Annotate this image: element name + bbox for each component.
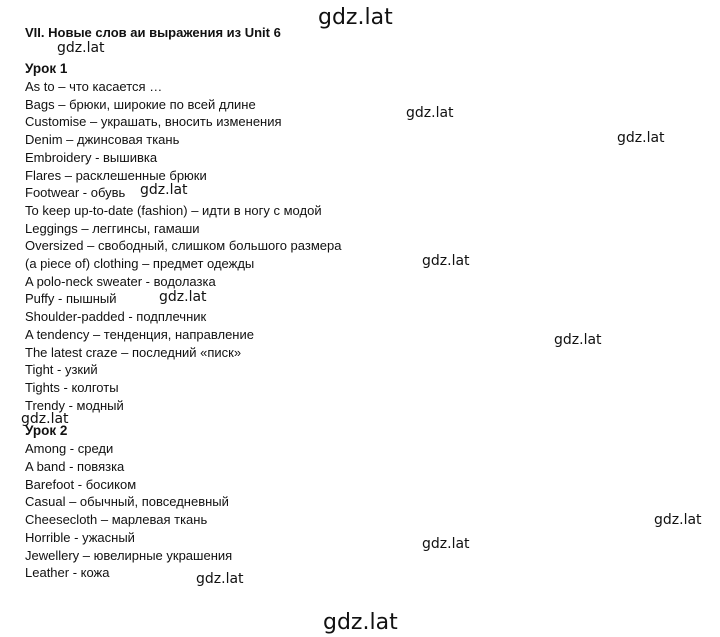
watermark: gdz.lat: [196, 571, 244, 587]
vocab-item: A tendency – тенденция, направление: [25, 326, 254, 342]
vocab-item: Trendy - модный: [25, 397, 124, 413]
watermark-bottom: gdz.lat: [323, 610, 398, 635]
watermark: gdz.lat: [422, 536, 470, 552]
vocab-item: Customise – украшать, вносить изменения: [25, 114, 282, 130]
watermark: gdz.lat: [140, 182, 188, 198]
watermark: gdz.lat: [406, 105, 454, 121]
lesson-2-section: [25, 422, 665, 582]
vocab-item: Leather - кожа: [25, 565, 110, 581]
watermark: gdz.lat: [617, 130, 665, 146]
lesson-1-vocab-list: [25, 78, 665, 414]
vocab-item: Tights - колготы: [25, 379, 119, 395]
watermark-top: gdz.lat: [318, 5, 393, 30]
lesson-1-heading: Урок 1: [25, 61, 68, 76]
document-title: VII. Новые слов аи выражения из Unit 6: [25, 25, 281, 40]
watermark: gdz.lat: [57, 40, 105, 56]
watermark: gdz.lat: [422, 253, 470, 269]
vocab-item: Flares – расклешенные брюки: [25, 167, 207, 183]
vocab-item: Cheesecloth – марлевая ткань: [25, 512, 208, 528]
vocab-item: Denim – джинсовая ткань: [25, 132, 180, 148]
vocab-item: Jewellery – ювелирные украшения: [25, 547, 233, 563]
vocab-item: Puffy - пышный: [25, 291, 117, 307]
lesson-2-heading: Урок 2: [25, 423, 68, 439]
vocab-item: Tight - узкий: [25, 362, 98, 378]
watermark: gdz.lat: [21, 411, 69, 427]
vocab-item: Casual – обычный, повседневный: [25, 494, 229, 510]
vocab-item: As to – что касается …: [25, 79, 163, 94]
watermark: gdz.lat: [159, 289, 207, 305]
vocab-item: (a piece of) clothing – предмет одежды: [25, 256, 255, 272]
lesson-2-vocab-list: [25, 440, 665, 582]
vocab-item: The latest craze – последний «писк»: [25, 344, 242, 360]
vocab-item: Oversized – свободный, слишком большого размера: [25, 238, 342, 254]
vocab-item: Footwear - обувь: [25, 185, 126, 201]
vocab-item: Barefoot - босиком: [25, 476, 137, 492]
vocabulary-document: [25, 24, 665, 582]
vocab-item: Horrible - ужасный: [25, 529, 135, 545]
vocab-item: Shoulder-padded - подплечник: [25, 309, 207, 325]
vocab-item: Bags – брюки, широкие по всей длине: [25, 96, 256, 112]
vocab-item: To keep up-to-date (fashion) – идти в ногу с модой: [25, 202, 322, 218]
vocab-item: Among - среди: [25, 441, 114, 457]
vocab-item: Embroidery - вышивка: [25, 149, 158, 165]
vocab-item: A band - повязка: [25, 459, 125, 475]
vocab-item: A polo-neck sweater - водолазка: [25, 273, 216, 289]
lesson-1-section: [25, 60, 665, 414]
watermark: gdz.lat: [654, 512, 702, 528]
vocab-item: Leggings – леггинсы, гамаши: [25, 220, 200, 236]
watermark: gdz.lat: [554, 332, 602, 348]
